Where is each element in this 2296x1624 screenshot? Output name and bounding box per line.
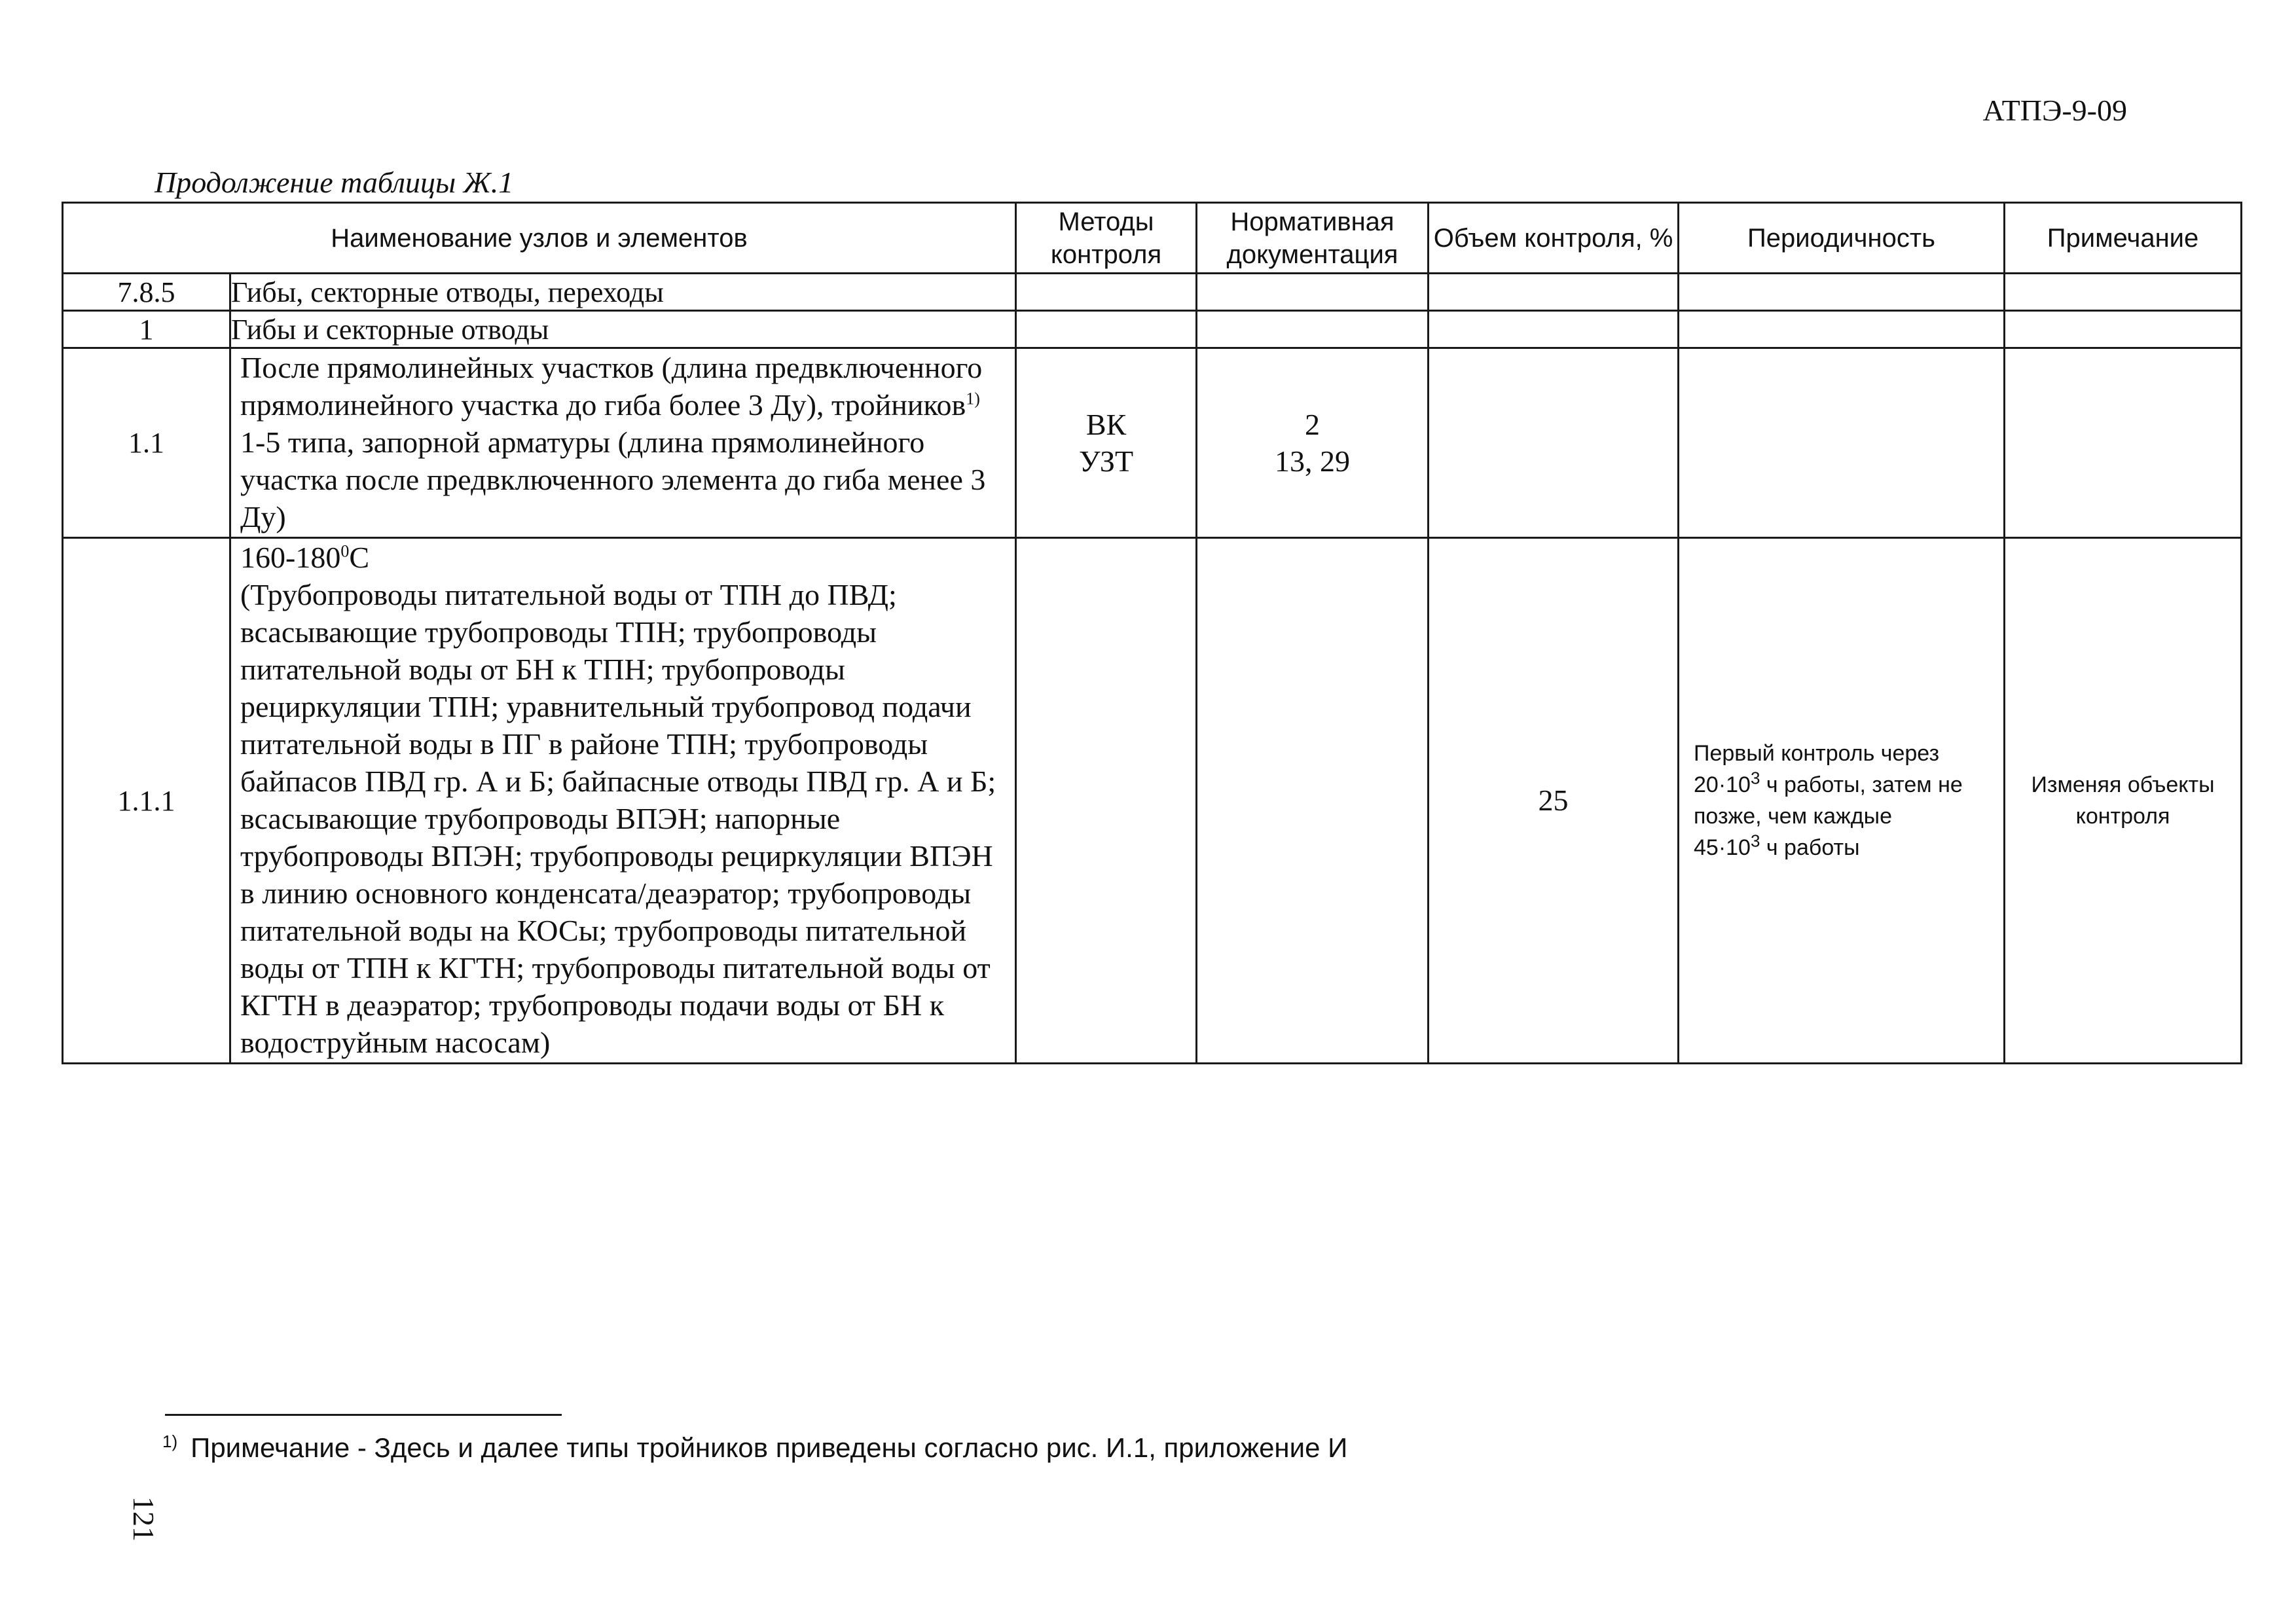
period-line: [1694, 832, 1993, 863]
method-item: УЗТ: [1078, 444, 1134, 478]
section-cell-normative: [1197, 274, 1429, 311]
section-cell-methods: [1016, 274, 1197, 311]
header-name: Наименование узлов и элементов: [63, 203, 1016, 274]
section-row: [63, 274, 2242, 311]
row-methods: [1016, 538, 1197, 1064]
row-period: [1679, 348, 2005, 538]
header-period: Периодичность: [1679, 203, 2005, 274]
row-normative: [1197, 348, 1429, 538]
footnote: [162, 1432, 1347, 1464]
section-cell-period: [1679, 274, 2005, 311]
section-title: Гибы, секторные отводы, переходы: [230, 274, 1016, 311]
table-caption: Продолжение таблицы Ж.1: [155, 166, 514, 199]
footnote-text: Примечание - Здесь и далее типы тройников приведены согласно рис. И.1, приложение И: [191, 1432, 1348, 1463]
table-row: [63, 538, 2242, 1064]
period-text: ч работы, затем не: [1760, 772, 1963, 797]
footnote-reference: 1): [966, 389, 980, 408]
row-methods: [1016, 348, 1197, 538]
normative-item: 2: [1305, 407, 1320, 441]
degree-mark: 0: [340, 541, 350, 561]
normative-item: 13, 29: [1275, 444, 1350, 478]
temperature-value: 160-180: [240, 541, 341, 574]
row-description-part-a: После прямолинейных участков (длина предвключенного прямолинейного участка до гиба более 3 Ду), тройников: [240, 351, 983, 422]
period-text: ч работы: [1760, 835, 1860, 860]
temperature-range: [240, 539, 1006, 576]
period-value: 45·10: [1694, 835, 1751, 860]
method-item: ВК: [1085, 407, 1127, 441]
header-row: [63, 203, 2242, 274]
row-period: [1679, 538, 2005, 1064]
period-value: 20·10: [1694, 772, 1751, 797]
row-volume: 25: [1429, 538, 1679, 1064]
document-code: АТПЭ-9-09: [1982, 94, 2127, 127]
header-volume: Объем контроля, %: [1429, 203, 1679, 274]
period-line: [1694, 769, 1993, 801]
pipeline-list: (Трубопроводы питательной воды от ТПН до ПВД; всасывающие трубопроводы ТПН; трубопроводы питательной воды от БН к ТПН; трубопроводы рециркуляции ТПН; уравнительный трубопровод подачи питательной воды в ПГ в районе ТПН; трубопроводы байпасов ПВД гр. А и Б; байпасные отводы ПВД гр. А и Б; всасывающие трубопроводы ВПЭН; напорные трубопроводы ВПЭН; трубопроводы рециркуляции ВПЭН в линию основного конденсата/деаэратор; трубопроводы питательной воды на КОСы; трубопроводы питательной воды от ТПН к КГТН; трубопроводы питательной воды от КГТН в деаэратор; трубопроводы подачи воды от БН к водоструйным насосам): [240, 578, 996, 1059]
subsection-cell-period: [1679, 311, 2005, 348]
section-number: 7.8.5: [63, 274, 230, 311]
subsection-row: [63, 311, 2242, 348]
row-note: [2005, 348, 2242, 538]
inspection-table: [62, 202, 2242, 1064]
footnote-divider: [165, 1414, 562, 1416]
row-volume: [1429, 348, 1679, 538]
period-line: позже, чем каждые: [1694, 804, 1892, 829]
subsection-cell-note: [2005, 311, 2242, 348]
temperature-unit: С: [349, 541, 370, 574]
row-description: [230, 348, 1016, 538]
subsection-number: 1: [63, 311, 230, 348]
header-methods: Методы контроля: [1016, 203, 1197, 274]
row-number: 1.1.1: [63, 538, 230, 1064]
row-note: Изменяя объекты контроля: [2005, 538, 2242, 1064]
row-description: [230, 538, 1016, 1064]
header-note: Примечание: [2005, 203, 2242, 274]
section-cell-note: [2005, 274, 2242, 311]
subsection-cell-volume: [1429, 311, 1679, 348]
row-number: 1.1: [63, 348, 230, 538]
table-row: [63, 348, 2242, 538]
row-description-part-b: 1-5 типа, запорной арматуры (длина прямолинейного участка после предвключенного элемента до гиба менее 3 Ду): [240, 425, 986, 533]
header-normative: Нормативная документация: [1197, 203, 1429, 274]
row-normative: [1197, 538, 1429, 1064]
subsection-cell-normative: [1197, 311, 1429, 348]
page-number: 121: [127, 1496, 160, 1542]
subsection-title: Гибы и секторные отводы: [230, 311, 1016, 348]
period-exponent: 3: [1750, 831, 1760, 851]
subsection-cell-methods: [1016, 311, 1197, 348]
period-exponent: 3: [1750, 768, 1760, 788]
period-line: Первый контроль через: [1694, 741, 1940, 766]
footnote-marker: 1): [162, 1432, 178, 1451]
section-cell-volume: [1429, 274, 1679, 311]
